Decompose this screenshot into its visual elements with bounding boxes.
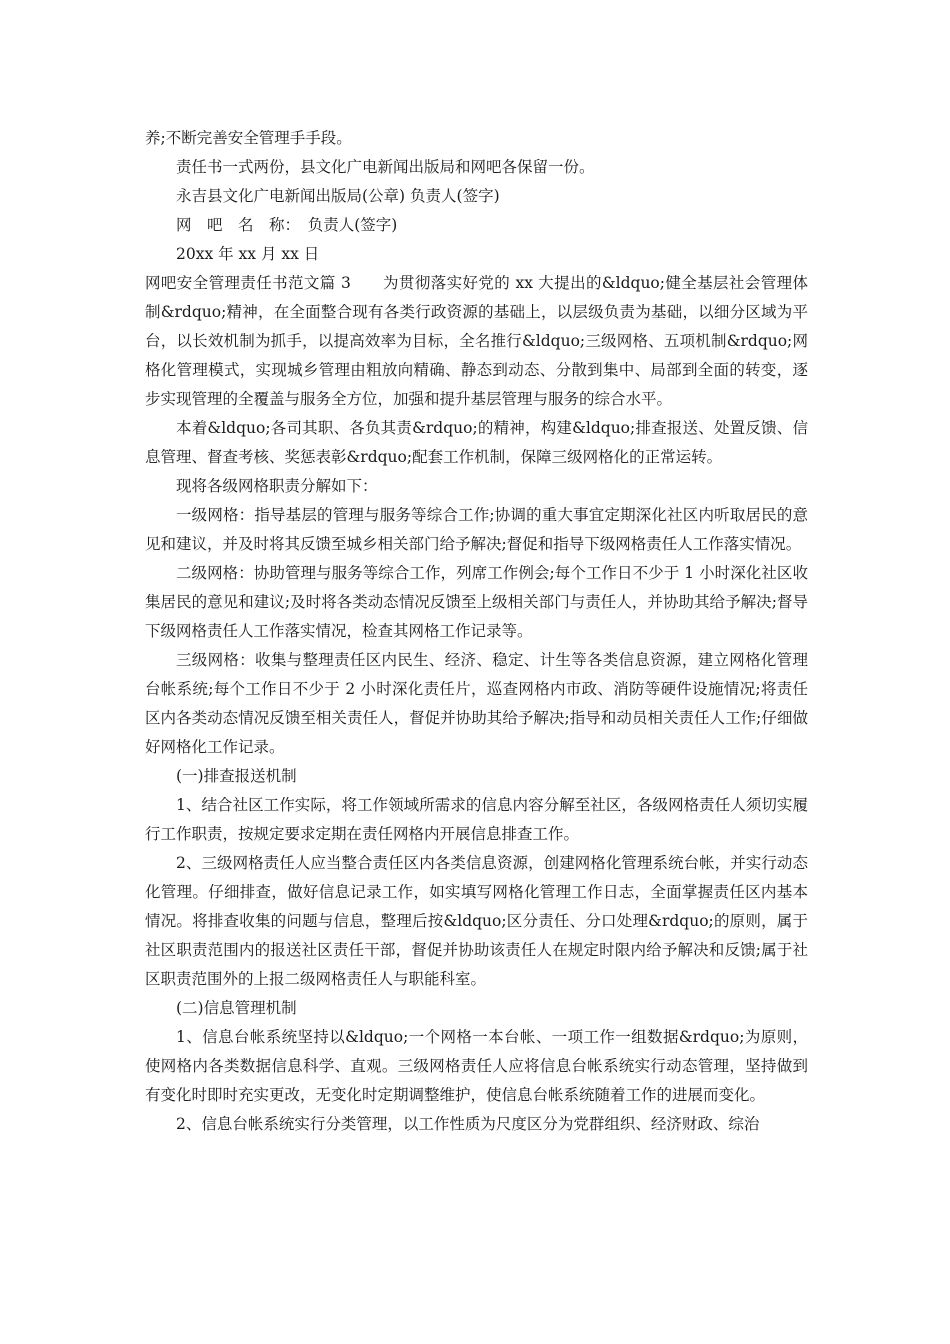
signature-line-bureau: 永吉县文化广电新闻出版局(公章) 负责人(签字) [176,187,500,205]
paragraph-level-3: 三级网格：收集与整理责任区内民生、经济、稳定、计生等各类信息资源，建立网格化管理台帐系统;每个工作日不少于 2 小时深化责任片，巡查网格内市政、消防等硬件设施情况;将责任区内各类动态情况反馈至相关责任人，督促并协助其给予解决;指导和动员相关责任人工作;仔细做好网格化工作记录。 [145,651,808,756]
date-line: 20xx 年 xx 月 xx 日 [176,245,320,263]
heading-mechanism-2: (二)信息管理机制 [176,999,297,1017]
signature-line-netcafe: 网 吧 名 称： 负责人(签字) [176,216,398,234]
paragraph-2: 责任书一式两份，县文化广电新闻出版局和网吧各保留一份。 [176,158,595,176]
paragraph-mechanism-1-item-1: 1、结合社区工作实际，将工作领域所需求的信息内容分解至社区，各级网格责任人须切实履行工作职责，按规定要求定期在责任网格内开展信息排查工作。 [145,796,808,843]
paragraph-level-1: 一级网格：指导基层的管理与服务等综合工作;协调的重大事宜定期深化社区内听取居民的意见和建议，并及时将其反馈至城乡相关部门给予解决;督促和指导下级网格责任人工作落实情况。 [145,506,808,553]
paragraph-mechanism-1-item-2: 2、三级网格责任人应当整合责任区内各类信息资源，创建网格化管理系统台帐，并实行动态化管理。仔细排查，做好信息记录工作，如实填写网格化管理工作日志，全面掌握责任区内基本情况。将排查收集的问题与信息，整理后按&ldquo;区分责任、分口处理&rdquo;的原则，属于社区职责范围内的报送社区责任干部，督促并协助该责任人在规定时限内给予解决和反馈;属于社区职责范围外的上报二级网格责任人与职能科室。 [145,854,808,988]
paragraph-1: 养;不断完善安全管理手手段。 [145,129,352,147]
heading-mechanism-1: (一)排查报送机制 [176,767,297,785]
document-body [145,124,808,1139]
paragraph-8: 现将各级网格职责分解如下： [176,477,378,495]
paragraph-7: 本着&ldquo;各司其职、各负其责&rdquo;的精神，构建&ldquo;排查报送、处置反馈、信息管理、督查考核、奖惩表彰&rdquo;配套工作机制，保障三级网格化的正常运转。 [145,419,808,466]
paragraph-level-2: 二级网格：协助管理与服务等综合工作，列席工作例会;每个工作日不少于 1 小时深化社区收集居民的意见和建议;及时将各类动态情况反馈至上级相关部门与责任人，并协助其给予解决;督导下级网格责任人工作落实情况，检查其网格工作记录等。 [145,564,808,640]
paragraph-mechanism-2-item-1: 1、信息台帐系统坚持以&ldquo;一个网格一本台帐、一项工作一组数据&rdquo;为原则，使网格内各类数据信息科学、直观。三级网格责任人应将信息台帐系统实行动态管理，坚持做到有变化时即时充实更改，无变化时定期调整维护，使信息台帐系统随着工作的进展而变化。 [145,1028,808,1104]
paragraph-mechanism-2-item-2: 2、信息台帐系统实行分类管理，以工作性质为尺度区分为党群组织、经济财政、综治 [176,1115,760,1133]
paragraph-section-3-intro: 网吧安全管理责任书范文篇 3 为贯彻落实好党的 xx 大提出的&ldquo;健全基层社会管理体制&rdquo;精神，在全面整合现有各类行政资源的基础上，以层级负责为基础，以细分区域为平台，以长效机制为抓手，以提高效率为目标，全名推行&ldquo;三级网格、五项机制&rdquo;网格化管理模式，实现城乡管理由粗放向精确、静态到动态、分散到集中、局部到全面的转变，逐步实现管理的全覆盖与服务全方位，加强和提升基层管理与服务的综合水平。 [145,274,808,408]
